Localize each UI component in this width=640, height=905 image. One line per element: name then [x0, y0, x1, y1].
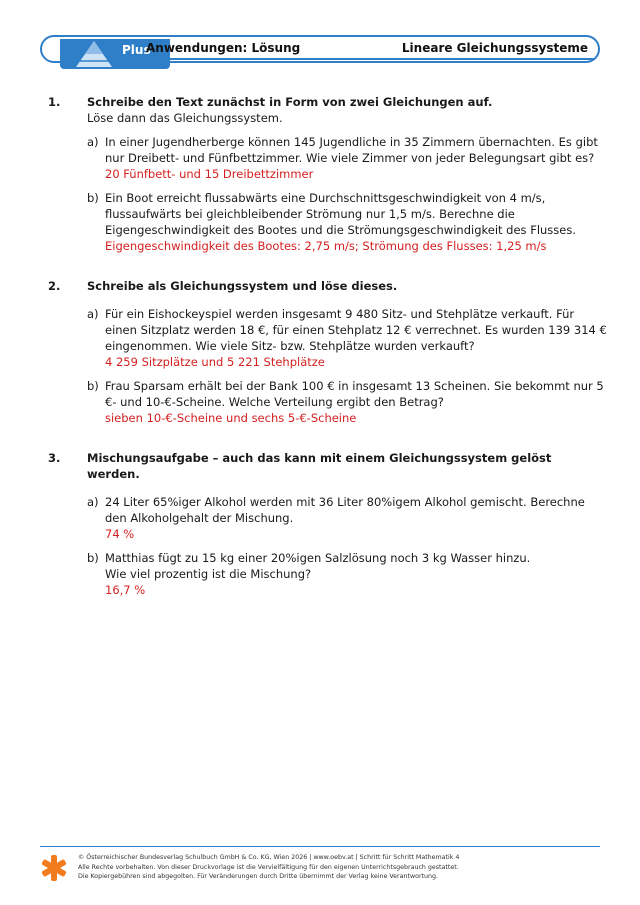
item-text-2: Wie viel prozentig ist die Mischung?: [105, 567, 312, 581]
item-text: Matthias fügt zu 15 kg einer 20%igen Salzlösung noch 3 kg Wasser hinzu.: [105, 551, 531, 565]
task-3: [48, 450, 608, 598]
item-answer: 4 259 Sitzplätze und 5 221 Stehplätze: [105, 355, 325, 369]
task-heading: Schreibe den Text zunächst in Form von zwei Gleichungen auf.: [87, 95, 493, 109]
page-title: Anwendungen: Lösung: [146, 41, 301, 55]
task-item: [87, 306, 608, 370]
item-label: b): [87, 551, 99, 565]
item-label: b): [87, 191, 99, 205]
item-answer: Eigengeschwindigkeit des Bootes: 2,75 m/s; Strömung des Flusses: 1,25 m/s: [105, 239, 547, 253]
task-heading: Mischungsaufgabe – auch das kann mit einem Gleichungssystem gelöst werden.: [87, 451, 552, 481]
item-label: a): [87, 135, 99, 149]
item-answer: 16,7 %: [105, 583, 146, 597]
task-heading: Schreibe als Gleichungssystem und löse dieses.: [87, 279, 398, 293]
item-text: 24 Liter 65%iger Alkohol werden mit 36 Liter 80%igem Alkohol gemischt. Berechne den Alkoholgehalt der Mischung.: [105, 495, 585, 525]
logo-plus-label: Plus: [122, 43, 151, 57]
oebv-star-icon: [40, 855, 68, 885]
item-text: Ein Boot erreicht flussabwärts eine Durchschnittsgeschwindigkeit von 4 m/s, flussaufwärts bei gleichbleibender Strömung nur 1,5 m/s. Berechne die Eigengeschwindigkeit des Bootes und die Strömungsgeschwindigkeit des Flusses.: [105, 191, 577, 237]
footer-rule: [40, 846, 600, 847]
task-number: 1.: [48, 95, 61, 109]
item-text: Für ein Eishockeyspiel werden insgesamt 9 480 Sitz- und Stehplätze verkauft. Für einen Sitzplatz werden 18 €, für einen Stehplatz 12 € verrechnet. Es wurden 139 314 € eingenommen. Wie viele Sitz- bzw. Stehplätze wurden verkauft?: [105, 307, 607, 353]
task-item: [87, 190, 608, 254]
item-answer: sieben 10-€-Scheine und sechs 5-€-Scheine: [105, 411, 357, 425]
item-answer: 74 %: [105, 527, 135, 541]
task-item: [87, 550, 608, 598]
task-number: 2.: [48, 279, 61, 293]
task-1: [48, 94, 608, 254]
item-answer: 20 Fünfbett- und 15 Dreibettzimmer: [105, 167, 314, 181]
task-item: [87, 134, 608, 182]
footer-line: Die Kopiergebühren sind abgegolten. Für Veränderungen durch Dritte übernimmt der Verlag keine Verantwortung.: [78, 873, 438, 880]
task-number: 3.: [48, 451, 61, 465]
item-label: a): [87, 307, 99, 321]
triangle-plus-icon: [60, 39, 120, 69]
header-rule: [128, 58, 594, 60]
item-label: b): [87, 379, 99, 393]
item-text: Frau Sparsam erhält bei der Bank 100 € in insgesamt 13 Scheinen. Sie bekommt nur 5 €- und 10-€-Scheine. Welche Verteilung ergibt den Betrag?: [105, 379, 604, 409]
page-subject: Lineare Gleichungssysteme: [401, 41, 588, 55]
worksheet-content: [48, 94, 608, 598]
task-item: [87, 494, 608, 542]
task-intro: Löse dann das Gleichungssystem.: [87, 111, 283, 125]
task-item: [87, 378, 608, 426]
item-text: In einer Jugendherberge können 145 Jugendliche in 35 Zimmern übernachten. Es gibt nur Dreibett- und Fünfbettzimmer. Wie viele Zimmer von jeder Belegungsart gibt es?: [105, 135, 598, 165]
footer-copyright: [78, 853, 578, 882]
footer-line: Alle Rechte vorbehalten. Von dieser Druckvorlage ist die Vervielfältigung für den eigenen Unterrichtsgebrauch gestattet.: [78, 863, 459, 871]
item-label: a): [87, 495, 99, 509]
task-2: [48, 278, 608, 426]
footer-line: © Österreichischer Bundesverlag Schulbuch GmbH & Co. KG, Wien 2026 | www.oebv.at | Schritt für Schritt Mathematik 4: [78, 854, 460, 861]
